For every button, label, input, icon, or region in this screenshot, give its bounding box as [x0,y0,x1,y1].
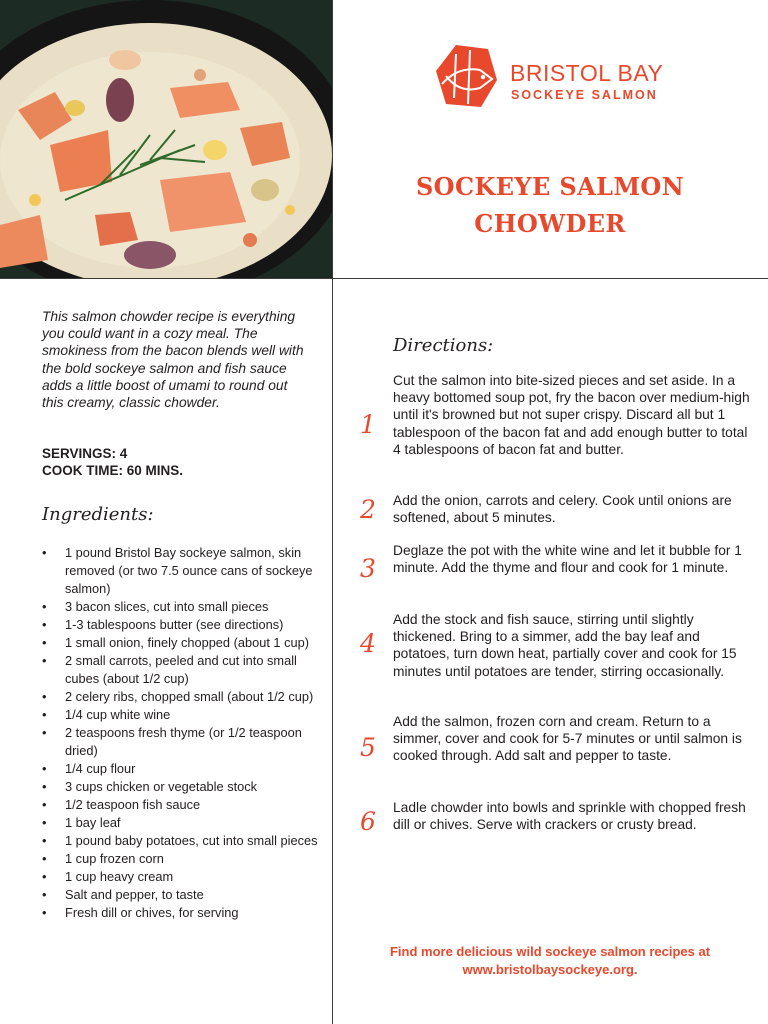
step-number: 4 [360,629,376,658]
ingredient-item: • 2 celery ribs, chopped small (about 1/2 cup) [42,688,324,706]
step-text: Ladle chowder into bowls and sprinkle with chopped fresh dill or chives. Serve with crackers or crusty bread. [393,800,746,833]
ingredient-item: • 1 bay leaf [42,814,324,832]
ingredient-item: • 1 cup heavy cream [42,868,324,886]
ingredient-item: • 1/4 cup flour [42,760,324,778]
header-divider [0,278,768,279]
ingredient-item: • 2 teaspoons fresh thyme (or 1/2 teaspoon dried) [42,724,324,760]
brand-subtitle: SOCKEYE SALMON [511,88,658,102]
directions-heading: Directions: [393,335,494,356]
salmon-logo-icon [436,44,498,108]
ingredient-item: • 1 pound Bristol Bay sockeye salmon, skin removed (or two 7.5 ounce cans of sockeye salmon) [42,544,324,598]
recipe-intro: This salmon chowder recipe is everything you could want in a cozy meal. The smokiness from the bacon blends well with the bold sockeye salmon and fish sauce adds a little boost of umami to round out this creamy, classic chowder. [42,309,304,411]
ingredient-item: • Salt and pepper, to taste [42,886,324,904]
recipe-meta [42,445,183,479]
step-text: Add the salmon, frozen corn and cream. Return to a simmer, cover and cook for 5-7 minutes or until salmon is cooked through. Add salt and pepper to taste. [393,714,742,764]
column-divider [332,0,333,1024]
footer-line: Find more delicious wild sockeye salmon recipes at [389,944,711,959]
ingredient-item: • 2 small carrots, peeled and cut into small cubes (about 1/2 cup) [42,652,324,688]
ingredients-list [42,544,324,922]
step-number: 2 [360,495,376,524]
ingredient-item: • 1/4 cup white wine [42,706,324,724]
ingredient-item: • 1 small onion, finely chopped (about 1 cup) [42,634,324,652]
step-number: 5 [360,733,376,762]
step-text: Deglaze the pot with the white wine and let it bubble for 1 minute. Add the thyme and flour and cook for 1 minute. [393,543,742,576]
recipe-title-line: CHOWDER [474,209,626,238]
step-text: Add the stock and fish sauce, stirring until slightly thickened. Bring to a simmer, add the bay leaf and potatoes, turn down heat, partially cover and cook for 15 minutes until potatoes are tender, stirring occasionally. [393,612,737,679]
salmon-chowder-photo [0,0,333,278]
ingredient-item: • 3 bacon slices, cut into small pieces [42,598,324,616]
step-number: 1 [360,410,376,439]
brand-logo [436,44,676,110]
footer-note [365,943,735,979]
brand-name: BRISTOL BAY [510,60,664,86]
footer-link[interactable]: www.bristolbaysockeye.org. [462,962,638,977]
step-text: Add the onion, carrots and celery. Cook until onions are softened, about 5 minutes. [393,493,732,526]
step-number: 6 [360,807,376,836]
ingredient-item: • 3 cups chicken or vegetable stock [42,778,324,796]
ingredient-item: • 1 pound baby potatoes, cut into small pieces [42,832,324,850]
ingredient-item: • 1 cup frozen corn [42,850,324,868]
cook-time: COOK TIME: 60 MINS. [42,463,184,478]
recipe-title-line: SOCKEYE SALMON [415,172,685,201]
ingredient-item: • 1/2 teaspoon fish sauce [42,796,324,814]
step-text: Cut the salmon into bite-sized pieces and set aside. In a heavy bottomed soup pot, fry the bacon over medium-high until it's browned but not super crispy. Discard all but 1 tablespoon of the bacon fat and add enough butter to total 4 tablespoons of bacon fat and butter. [393,373,750,457]
ingredient-item: • 1-3 tablespoons butter (see directions) [42,616,324,634]
servings: SERVINGS: 4 [42,446,128,461]
recipe-title [380,168,720,242]
ingredient-item: • Fresh dill or chives, for serving [42,904,324,922]
ingredients-heading: Ingredients: [42,504,154,525]
step-number: 3 [360,554,376,583]
